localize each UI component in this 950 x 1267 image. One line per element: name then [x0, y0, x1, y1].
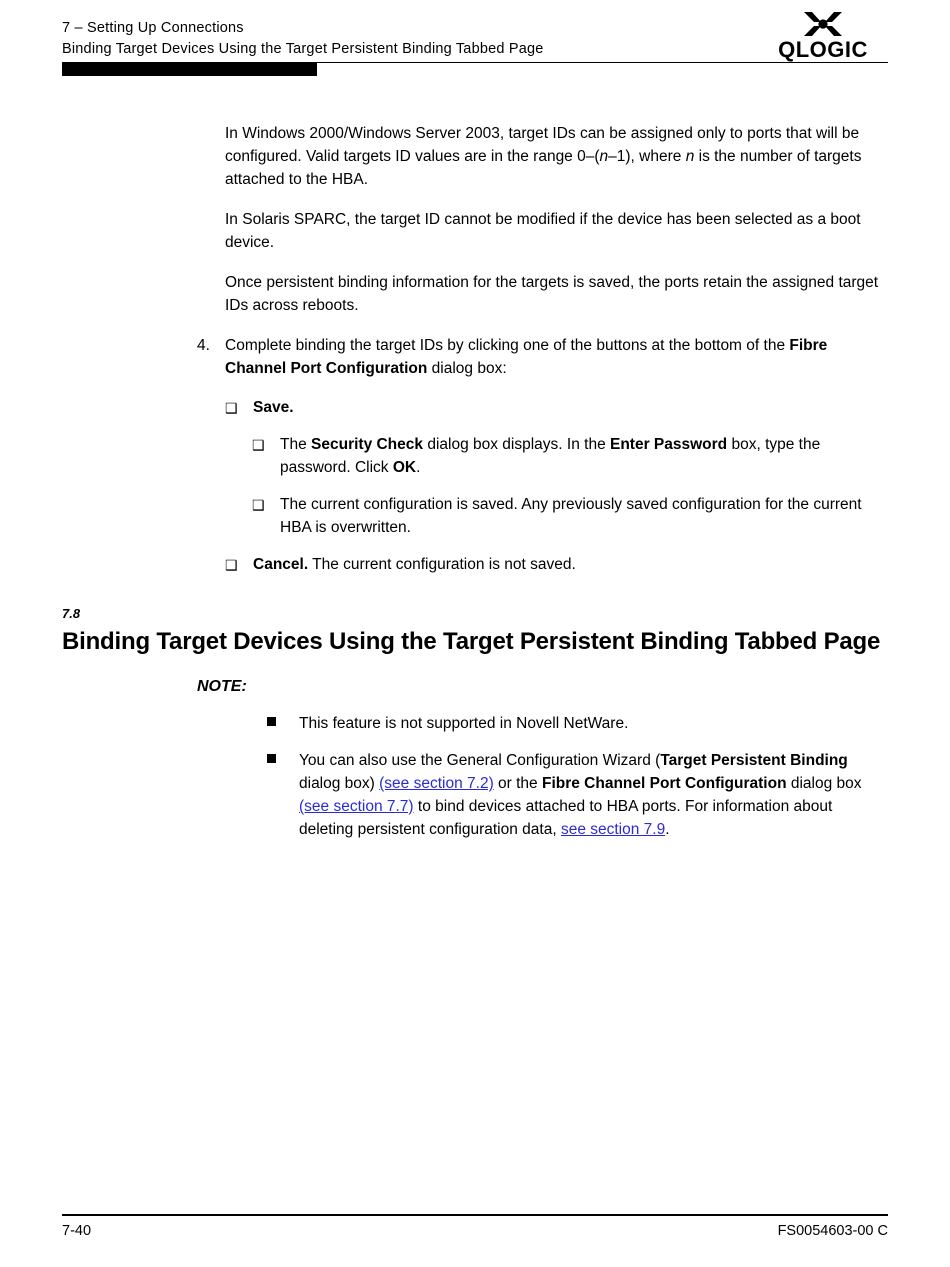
note2-bold-fibre-channel-port-configuration: Fibre Channel Port Configuration	[541, 775, 787, 792]
link-see-section-7-7[interactable]: (see section 7.7)	[299, 798, 414, 815]
bullet-cancel	[225, 553, 888, 576]
para1-part-c: is the number of targets attached to the HBA.	[225, 148, 862, 188]
header-chapter-line: 7 – Setting Up Connections	[62, 20, 244, 36]
page-header	[62, 0, 888, 94]
bullet-save-label: Save.	[253, 399, 294, 416]
sub1-text-d: .	[416, 459, 421, 476]
step-4-text-a: Complete binding the target IDs by clicking one of the buttons at the bottom of the	[225, 337, 790, 354]
sub2-text: The current configuration is saved. Any previously saved configuration for the current HBA is overwritten.	[280, 496, 862, 536]
qlogic-mark-icon	[800, 10, 846, 38]
bullet-cancel-text: The current configuration is not saved.	[308, 556, 576, 573]
hollow-square-bullet-icon: ❑	[252, 497, 265, 513]
header-black-tab	[62, 63, 317, 76]
link-see-section-7-2[interactable]: (see section 7.2)	[379, 775, 494, 792]
para1-italic-n: n	[599, 148, 609, 165]
note2-bold-target-persistent-binding: Target Persistent Binding	[660, 752, 848, 769]
bullet-cancel-label: Cancel.	[253, 556, 309, 573]
note-label: NOTE:	[197, 678, 247, 695]
note2-text-c: or the	[493, 775, 542, 792]
hollow-square-bullet-icon: ❑	[225, 400, 238, 416]
header-section-line: Binding Target Devices Using the Target Persistent Binding Tabbed Page	[62, 41, 544, 57]
footer-row	[62, 1223, 888, 1239]
note2-text-f: .	[665, 821, 670, 838]
paragraph-windows-target-ids	[225, 122, 886, 191]
footer-rule	[62, 1214, 888, 1216]
bullet-security-check	[252, 433, 888, 479]
footer-doc-id: FS0054603-00 C	[777, 1223, 888, 1239]
sub1-bold-security-check: Security Check	[311, 436, 424, 453]
page-body	[62, 122, 888, 841]
sub1-bold-enter-password: Enter Password	[610, 436, 728, 453]
note2-text-e: to bind devices attached to HBA ports. For information about deleting persistent configuration data,	[299, 798, 833, 838]
filled-square-bullet-icon	[267, 754, 276, 763]
bullet-save	[225, 396, 888, 419]
link-see-section-7-9[interactable]: see section 7.9	[560, 821, 666, 838]
hollow-square-bullet-icon: ❑	[225, 557, 238, 573]
filled-square-bullet-icon	[267, 717, 276, 726]
page-footer	[62, 1214, 888, 1239]
note-item-2	[267, 749, 886, 841]
sub1-text-a: The	[280, 436, 312, 453]
note-item-1	[267, 712, 886, 735]
step-4-number: 4.	[197, 337, 210, 354]
step-4	[197, 334, 888, 380]
sub1-text-b: dialog box displays. In the	[423, 436, 610, 453]
footer-page-number: 7-40	[62, 1223, 92, 1239]
note2-text-a: You can also use the General Configuration Wizard (	[299, 752, 661, 769]
note2-text-b: dialog box)	[299, 775, 380, 792]
section-number: 7.8	[62, 606, 81, 621]
sub1-bold-ok: OK	[392, 459, 417, 476]
para1-italic-n2: n	[685, 148, 695, 165]
section-title: Binding Target Devices Using the Target Persistent Binding Tabbed Page	[62, 628, 881, 655]
paragraph-persistent-binding-saved: Once persistent binding information for the targets is saved, the ports retain the assigned target IDs across reboots.	[225, 274, 879, 314]
para1-part-b: –1), where	[608, 148, 686, 165]
qlogic-wordmark: QLOGIC	[778, 37, 868, 62]
step-4-bold: Fibre Channel Port Configuration	[225, 337, 828, 377]
sub1-text-c: box, type the password. Click	[280, 436, 821, 476]
note2-text-d: dialog box	[786, 775, 862, 792]
bullet-config-saved	[252, 493, 888, 539]
para1-part-a: In Windows 2000/Windows Server 2003, target IDs can be assigned only to ports that will be configured. Valid targets ID values are in the range 0–(	[225, 125, 860, 165]
paragraph-solaris-sparc: In Solaris SPARC, the target ID cannot be modified if the device has been selected as a boot device.	[225, 211, 861, 251]
step-4-text-b: dialog box:	[427, 360, 507, 377]
note-item-1-text: This feature is not supported in Novell NetWare.	[299, 715, 629, 732]
qlogic-logo	[758, 10, 888, 62]
hollow-square-bullet-icon: ❑	[252, 437, 265, 453]
